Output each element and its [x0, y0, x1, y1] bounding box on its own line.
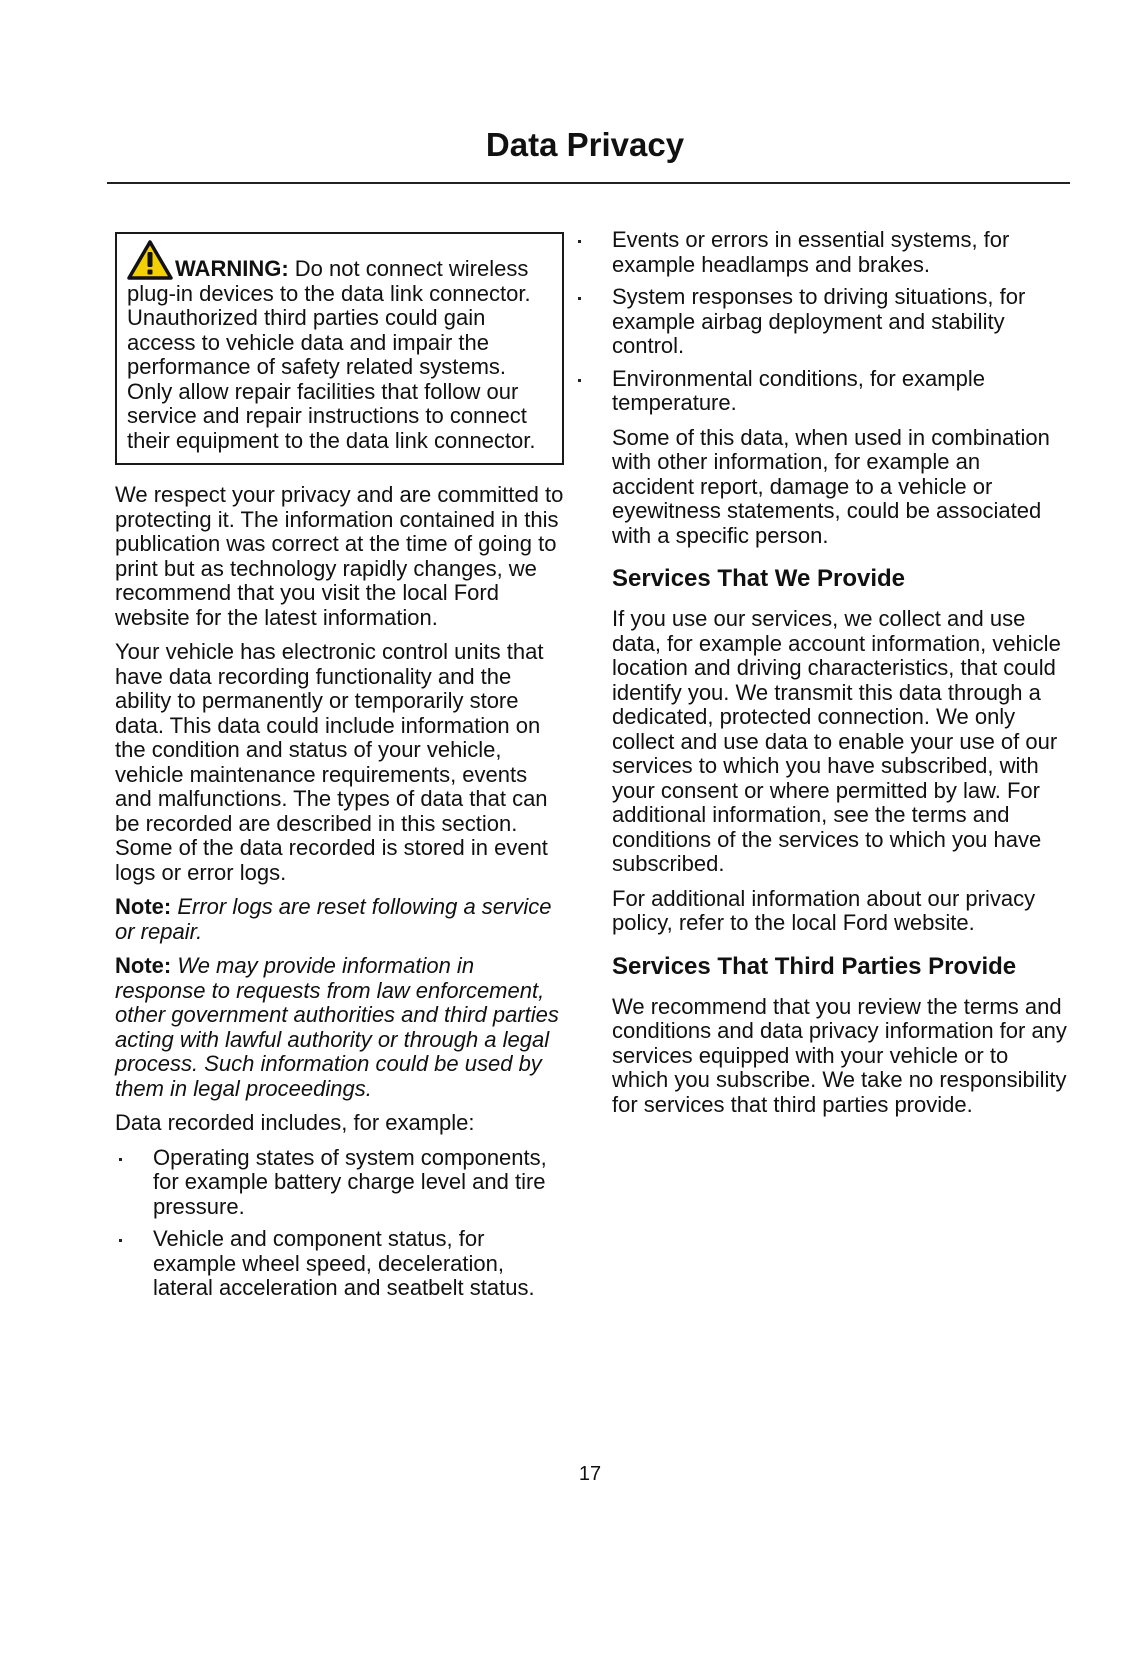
section-heading-services-we-provide: Services That We Provide: [612, 565, 906, 592]
third-party-paragraph: We recommend that you review the terms and conditions and data privacy information for any services equipped with your vehicle or to which you subscribe. We take no responsibility for services that third parties provide.: [612, 993, 1067, 1117]
warning-triangle-icon: [127, 240, 173, 280]
association-paragraph: Some of this data, when used in combination with other information, for example an accident report, damage to a vehicle or eyewitness statements, could be associated with a specific person.: [612, 424, 1050, 548]
ecu-paragraph: Your vehicle has electronic control units that have data recording functionality and the ability to permanently or temporarily store data. This data could include information on the condition and status of your vehicle, vehicle maintenance requirements, events and malfunctions. The types of data that can be recorded are described in this section. Some of the data recorded is stored in event logs or error logs.: [115, 639, 548, 885]
note-text: We may provide information in response to requests from law enforcement, other government authorities and third parties acting with lawful authority or through a legal process. Such information could be used by them in legal proceedings.: [115, 953, 559, 1101]
list-item: System responses to driving situations, for example airbag deployment and stability control.: [574, 285, 1067, 359]
privacy-policy-paragraph: For additional information about our privacy policy, refer to the local Ford website.: [612, 885, 1036, 935]
services-paragraph: If you use our services, we collect and use data, for example account information, vehicle location and driving characteristics, that could identify you. We transmit this data through a dedicated, protected connection. We only collect and use data to enable your use of our services to which you have subscribed, with your consent or where permitted by law. For additional information, see the terms and conditions of the services to which you have subscribed.: [612, 606, 1061, 876]
title-divider: [107, 182, 1070, 184]
warning-box: [115, 232, 564, 465]
list-intro: Data recorded includes, for example:: [115, 1110, 475, 1135]
note-law-enforcement: [115, 954, 567, 1101]
note-label: Note:: [115, 894, 172, 919]
intro-paragraph: We respect your privacy and are committed to protecting it. The information contained in this publication was correct at the time of going to print but as technology rapidly changes, we recommend that you visit the local Ford website for the latest information.: [115, 482, 564, 630]
list-item: Environmental conditions, for example temperature.: [574, 367, 1067, 416]
section-heading-third-party-services: Services That Third Parties Provide: [612, 952, 1017, 980]
note-label: Note:: [115, 953, 172, 978]
list-item: Events or errors in essential systems, for example headlamps and brakes.: [574, 228, 1067, 277]
warning-label: WARNING:: [175, 256, 289, 281]
right-column: [612, 228, 1067, 1127]
data-recorded-list: [115, 1146, 567, 1301]
note-text: Error logs are reset following a service or repair.: [115, 894, 552, 944]
warning-text: Do not connect wireless plug-in devices to the data link connector. Unauthorized third parties could gain access to vehicle data and impair the performance of safety related systems. Only allow repair facilities that follow our service and repair instructions to connect their equipment to the data link connector.: [127, 256, 536, 453]
page-title: Data Privacy: [485, 126, 685, 163]
data-recorded-list-continued: [574, 228, 1067, 416]
note-error-logs: [115, 895, 567, 944]
list-item: Operating states of system components, for example battery charge level and tire pressure.: [115, 1146, 567, 1220]
list-item: Vehicle and component status, for example wheel speed, deceleration, lateral acceleration and seatbelt status.: [115, 1227, 567, 1301]
left-column: [115, 228, 567, 1311]
page-number: 17: [578, 1463, 602, 1485]
